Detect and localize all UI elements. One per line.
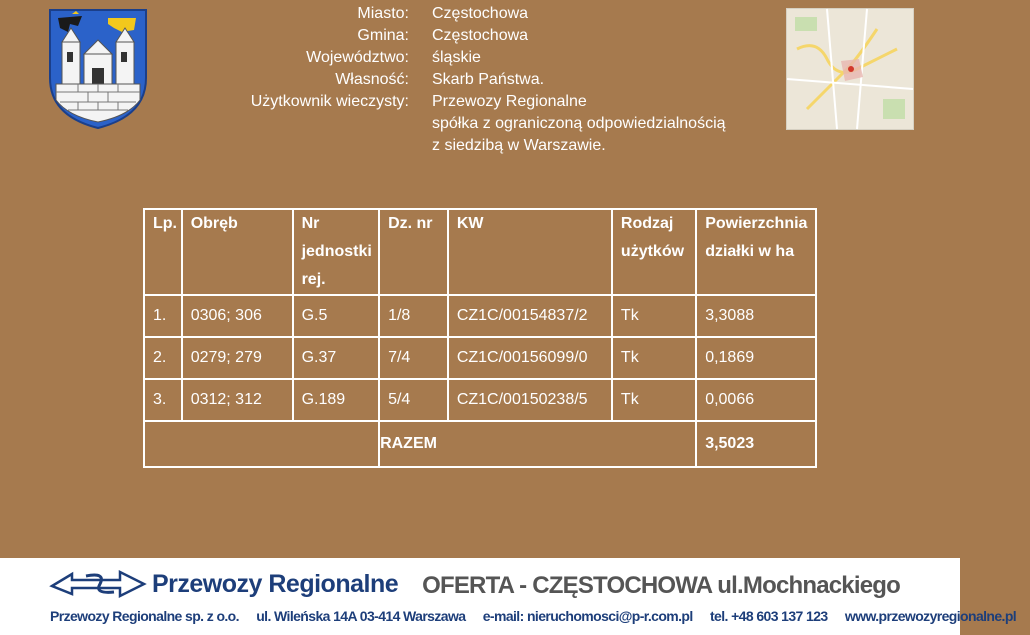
cell-nr: G.189	[293, 379, 379, 421]
city-map-icon	[786, 8, 914, 130]
info-labels	[251, 3, 409, 113]
cell-pow: 0,0066	[696, 379, 816, 421]
label-uzytkownik: Użytkownik wieczysty:	[250, 93, 409, 110]
cell-dz: 5/4	[379, 379, 448, 421]
header-rodzaj: Rodzaj użytków	[612, 209, 696, 295]
pr-arrow-logo-icon	[50, 566, 146, 602]
header-dz: Dz. nr	[379, 209, 448, 295]
cell-rodzaj: Tk	[612, 337, 696, 379]
company-email[interactable]: e-mail: nieruchomosci@p-r.com.pl	[482, 608, 693, 624]
table-header-row	[144, 209, 816, 295]
total-spacer	[144, 421, 379, 467]
value-wlasnosc: Skarb Państwa.	[432, 71, 545, 88]
total-value: 3,5023	[696, 421, 816, 467]
header-lp: Lp.	[144, 209, 182, 295]
info-values	[432, 3, 726, 157]
company-website[interactable]: www.przewozyregionalne.pl	[844, 608, 1017, 624]
value-miasto: Częstochowa	[432, 5, 529, 22]
cell-lp: 3.	[144, 379, 182, 421]
cell-lp: 1.	[144, 295, 182, 337]
cell-obreb: 0279; 279	[182, 337, 293, 379]
table-row	[144, 295, 816, 337]
company-address: ul. Wileńska 14A 03-414 Warszawa	[256, 608, 466, 624]
value-wojewodztwo: śląskie	[432, 49, 481, 66]
label-gmina: Gmina:	[357, 27, 409, 44]
value-uzytkownik-line1: Przewozy Regionalne	[432, 93, 587, 110]
label-miasto: Miasto:	[357, 5, 409, 22]
company-phone: tel. +48 603 137 123	[709, 608, 828, 624]
header-kw: KW	[448, 209, 612, 295]
value-gmina: Częstochowa	[432, 27, 529, 44]
offer-title: OFERTA - CZĘSTOCHOWA ul.Mochnackiego	[422, 572, 900, 599]
cell-rodzaj: Tk	[612, 295, 696, 337]
value-uzytkownik-line3: z siedzibą w Warszawie.	[432, 137, 606, 154]
contact-line	[50, 608, 1030, 624]
table-row	[144, 379, 816, 421]
header-powierzchnia: Powierzchnia działki w ha	[696, 209, 816, 295]
label-wlasnosc: Własność:	[335, 71, 409, 88]
cell-nr: G.5	[293, 295, 379, 337]
parcel-table	[143, 208, 817, 468]
cell-rodzaj: Tk	[612, 379, 696, 421]
cell-kw: CZ1C/00150238/5	[448, 379, 612, 421]
cell-nr: G.37	[293, 337, 379, 379]
cell-obreb: 0312; 312	[182, 379, 293, 421]
coat-of-arms-icon	[48, 8, 148, 130]
cell-kw: CZ1C/00156099/0	[448, 337, 612, 379]
cell-pow: 3,3088	[696, 295, 816, 337]
value-uzytkownik-line2: spółka z ograniczoną odpowiedzialnością	[432, 115, 726, 132]
cell-dz: 1/8	[379, 295, 448, 337]
cell-obreb: 0306; 306	[182, 295, 293, 337]
total-row	[144, 421, 816, 467]
label-wojewodztwo: Województwo:	[306, 49, 409, 66]
cell-lp: 2.	[144, 337, 182, 379]
header-nr: Nr jednostki rej.	[293, 209, 379, 295]
cell-dz: 7/4	[379, 337, 448, 379]
cell-kw: CZ1C/00154837/2	[448, 295, 612, 337]
brand-name: Przewozy Regionalne	[152, 570, 399, 598]
company-name: Przewozy Regionalne sp. z o.o.	[50, 608, 239, 624]
footer	[0, 558, 1017, 635]
header-obreb: Obręb	[182, 209, 293, 295]
cell-pow: 0,1869	[696, 337, 816, 379]
total-label: RAZEM	[379, 421, 696, 467]
table-row	[144, 337, 816, 379]
